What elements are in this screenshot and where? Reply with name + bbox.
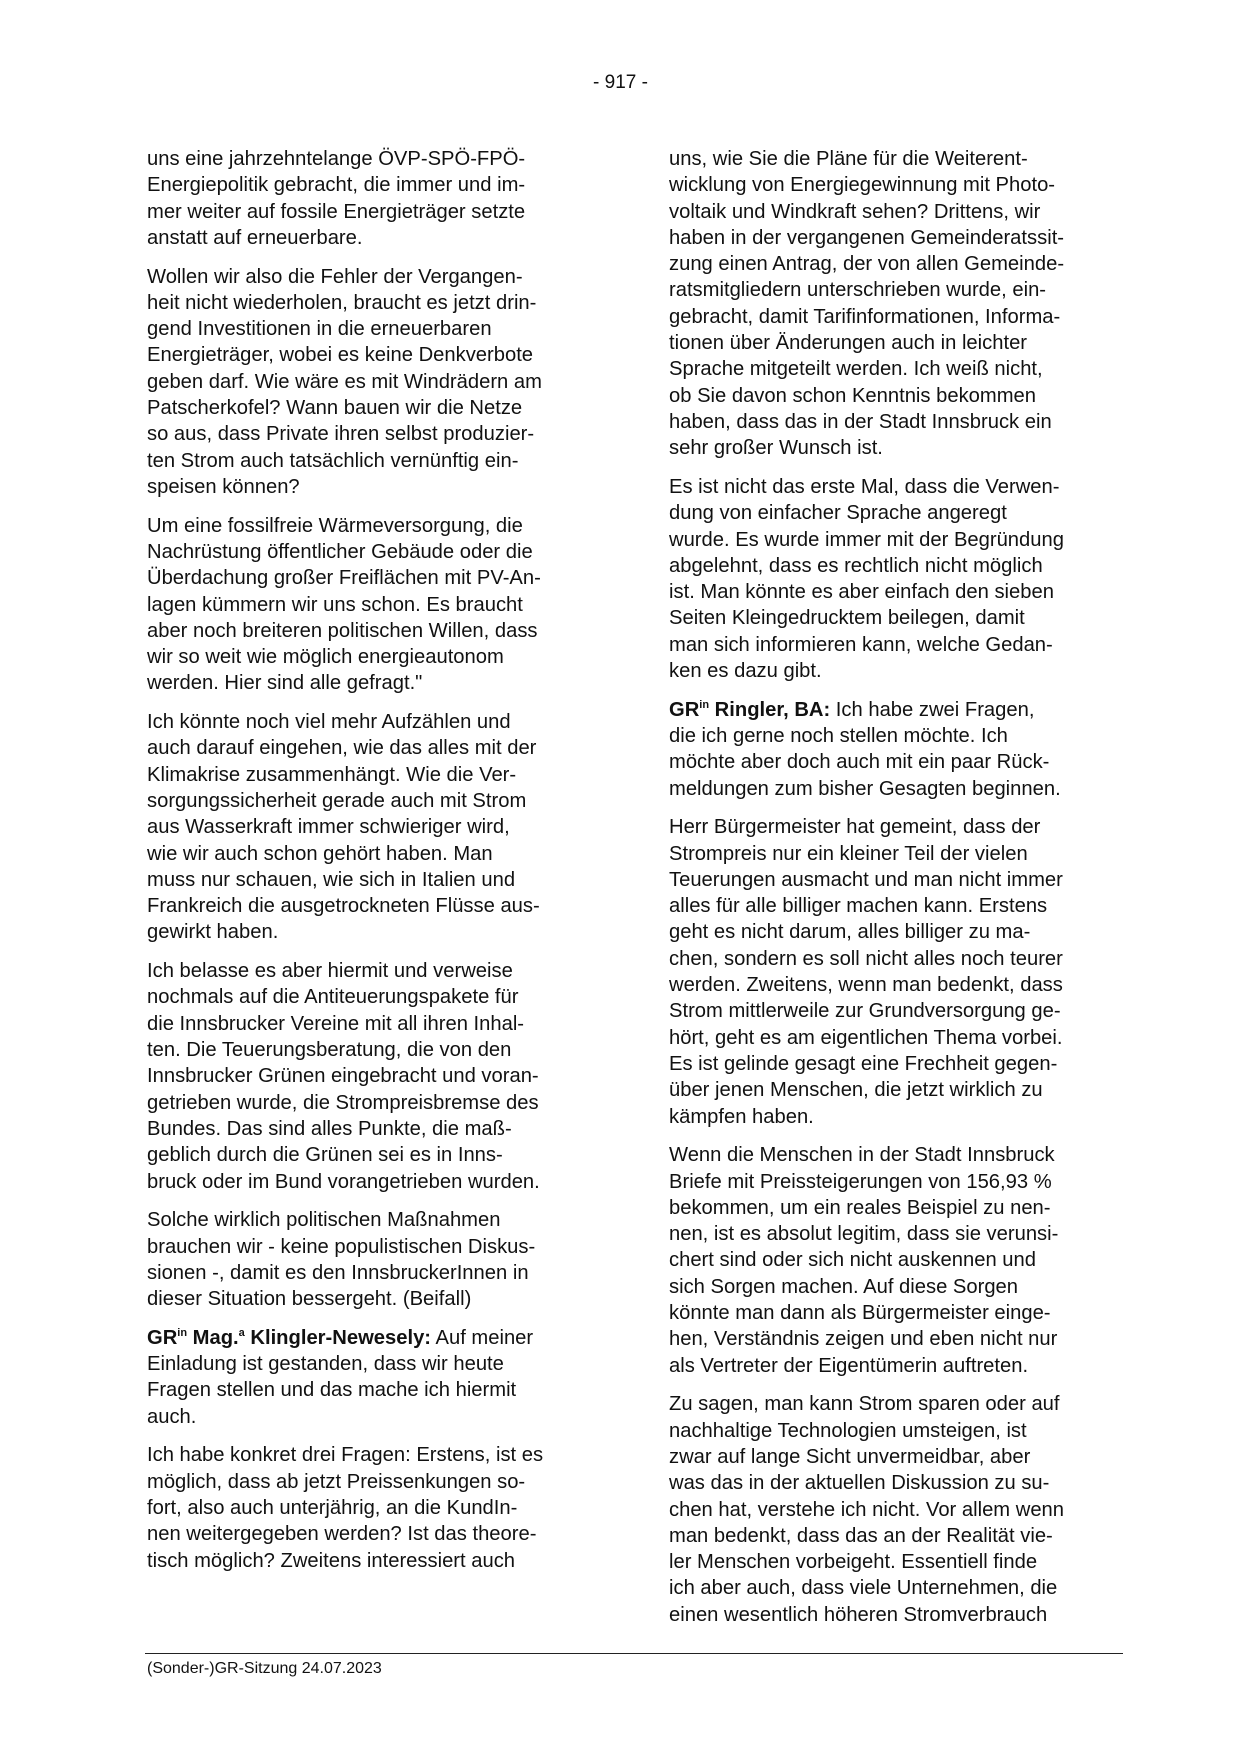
text-line: auch. — [147, 1405, 197, 1428]
right-column — [669, 146, 1121, 1640]
text-line: man bedenkt, dass das an der Realität vie- — [669, 1524, 1053, 1547]
text-line: man sich informieren kann, welche Gedan- — [669, 633, 1053, 656]
text-line: als Vertreter der Eigentümerin auftreten. — [669, 1354, 1029, 1377]
text-line: Wollen wir also die Fehler der Vergangen- — [147, 265, 523, 288]
text-line: Ich habe konkret drei Fragen: Erstens, ist es — [147, 1444, 544, 1467]
speaker-text — [147, 1353, 516, 1428]
text-line: werden. Zweitens, wenn man bedenkt, dass — [669, 974, 1063, 997]
text-line: gend Investitionen in die erneuerbaren — [147, 318, 492, 341]
text-line: gewirkt haben. — [147, 921, 279, 944]
text-line: anstatt auf erneuerbare. — [147, 226, 363, 249]
text-line: meldungen zum bisher Gesagten beginnen. — [669, 777, 1061, 800]
paragraph — [147, 264, 599, 501]
text-line: kämpfen haben. — [669, 1105, 814, 1128]
text-line: haben in der vergangenen Gemeinderatssit- — [669, 226, 1065, 249]
text-line: hört, geht es am eigentlichen Thema vorbei. — [669, 1026, 1063, 1049]
text-line: ten Strom auch tatsächlich vernünftig ein- — [147, 449, 519, 472]
text-line: mer weiter auf fossile Energieträger setzte — [147, 200, 526, 223]
text-line: auch darauf eingehen, wie das alles mit der — [147, 737, 537, 760]
paragraph — [669, 474, 1121, 684]
text-line: Energiepolitik gebracht, die immer und im- — [147, 174, 526, 197]
text-line: sionen -, damit es den InnsbruckerInnen in — [147, 1261, 529, 1284]
text-line: gebracht, damit Tarifinformationen, Informa- — [669, 305, 1061, 328]
text-line: chen, sondern es soll nicht alles noch teurer — [669, 947, 1063, 970]
text-line: Briefe mit Preissteigerungen von 156,93 % — [669, 1170, 1052, 1193]
paragraph — [147, 1207, 599, 1312]
text-line: Es ist nicht das erste Mal, dass die Verwen- — [669, 475, 1060, 498]
text-line: nen, ist es absolut legitim, dass sie verunsi- — [669, 1223, 1059, 1246]
text-line: Ich könnte noch viel mehr Aufzählen und — [147, 711, 511, 734]
text-line: lagen kümmern wir uns schon. Es braucht — [147, 593, 523, 616]
text-line: die ich gerne noch stellen möchte. Ich — [669, 725, 1008, 748]
text-line: Herr Bürgermeister hat gemeint, dass der — [669, 816, 1041, 839]
footer-text: (Sonder-)GR-Sitzung 24.07.2023 — [147, 1660, 382, 1677]
paragraph — [669, 146, 1121, 462]
text-line: haben, dass das in der Stadt Innsbruck ein — [669, 410, 1052, 433]
text-line: fort, also auch unterjährig, an die KundIn- — [147, 1496, 518, 1519]
text-line: heit nicht wiederholen, braucht es jetzt drin- — [147, 291, 537, 314]
text-line: über jenen Menschen, die jetzt wirklich zu — [669, 1079, 1043, 1102]
text-line: Strompreis nur ein kleiner Teil der vielen — [669, 842, 1028, 865]
text-line: muss nur schauen, wie sich in Italien und — [147, 868, 516, 891]
text-line: Strom mittlerweile zur Grundversorgung ge- — [669, 1000, 1061, 1023]
text-line: Zu sagen, man kann Strom sparen oder auf — [669, 1393, 1060, 1416]
text-line: sich Sorgen machen. Auf diese Sorgen — [669, 1275, 1019, 1298]
text-line: nen weitergegeben werden? Ist das theore- — [147, 1523, 537, 1546]
text-line: möglich, dass ab jetzt Preissenkungen so- — [147, 1470, 526, 1493]
text-line: Ich belasse es aber hiermit und verweise — [147, 960, 513, 983]
text-line: aber noch breiteren politischen Willen, dass — [147, 619, 538, 642]
text-line: Nachrüstung öffentlicher Gebäude oder die — [147, 540, 533, 563]
text-line: nochmals auf die Antiteuerungspakete für — [147, 986, 519, 1009]
text-line: geblich durch die Grünen sei es in Inns- — [147, 1144, 503, 1167]
text-line: zwar auf lange Sicht unvermeidbar, aber — [669, 1445, 1031, 1468]
left-column — [147, 146, 599, 1586]
speaker-paragraph: $GR^{in}$ Mag.$^a$ Klingler-Newesely: Auf meiner Einladung ist gestanden, dass wir heute Fragen stellen und das mache ich hiermit auch. — [147, 1326, 534, 1428]
text-line: brauchen wir - keine populistischen Diskus- — [147, 1235, 536, 1258]
text-line: so aus, dass Private ihren selbst produzier- — [147, 423, 535, 446]
text-line: sorgungssicherheit gerade auch mit Strom — [147, 790, 527, 812]
text-line: ten. Die Teuerungsberatung, die von den — [147, 1039, 512, 1062]
text-line: chen hat, verstehe ich nicht. Vor allem wenn — [669, 1498, 1064, 1521]
paragraph — [147, 146, 599, 251]
text-line: Seiten Kleingedrucktem beilegen, damit — [669, 607, 1025, 630]
text-line: nachhaltige Technologien umsteigen, ist — [669, 1419, 1027, 1442]
speaker-name: $GR^{in}$ Ringler, BA: — [669, 698, 831, 721]
text-line: alles für alle billiger machen kann. Erstens — [669, 895, 1048, 918]
text-line: zung einen Antrag, der von allen Gemeinde- — [669, 253, 1065, 276]
text-line: getrieben wurde, die Strompreisbremse des — [147, 1091, 539, 1114]
text-line: Sprache mitgeteilt werden. Ich weiß nicht, — [669, 358, 1043, 381]
text-line: aus Wasserkraft immer schwieriger wird, — [147, 816, 510, 839]
text-line: Fragen stellen und das mache ich hiermit — [147, 1379, 517, 1402]
text-line: Teuerungen ausmacht und man nicht immer — [669, 868, 1063, 891]
text-line: könnte man dann als Bürgermeister einge- — [669, 1302, 1051, 1325]
text-line: tisch möglich? Zweitens interessiert auch — [147, 1549, 516, 1572]
text-line: geben darf. Wie wäre es mit Windrädern am — [147, 370, 542, 393]
text-line: bruck oder im Bund vorangetrieben wurden. — [147, 1170, 540, 1193]
text-line: wie wir auch schon gehört haben. Man — [147, 842, 493, 865]
text-line: uns eine jahrzehntelange ÖVP-SPÖ-FPÖ- — [147, 148, 526, 170]
text-line: Innsbrucker Grünen eingebracht und voran- — [147, 1065, 539, 1088]
text-line: möchte aber doch auch mit ein paar Rück- — [669, 751, 1050, 774]
text-line: geht es nicht darum, alles billiger zu ma- — [669, 921, 1031, 944]
text-line: ratsmitgliedern unterschrieben wurde, ein- — [669, 279, 1047, 302]
paragraph — [147, 958, 599, 1195]
text-line: Klimakrise zusammenhängt. Wie die Ver- — [147, 763, 517, 786]
text-line: was das in der aktuellen Diskussion zu su- — [669, 1472, 1050, 1495]
text-line: ken es dazu gibt. — [669, 660, 822, 683]
text-line: sehr großer Wunsch ist. — [669, 437, 883, 460]
text-line: speisen können? — [147, 475, 300, 498]
text-line: die Innsbrucker Vereine mit all ihren Inhal- — [147, 1012, 525, 1035]
footer-divider — [145, 1653, 1123, 1654]
text-line: dieser Situation bessergeht. (Beifall) — [147, 1288, 472, 1311]
text-line: dung von einfacher Sprache angeregt — [669, 502, 1007, 525]
text-line: Um eine fossilfreie Wärmeversorgung, die — [147, 514, 523, 537]
speaker-paragraph: $GR^{in}$ Ringler, BA: Ich habe zwei Fragen, die ich gerne noch stellen möchte. Ich möchte aber doch auch mit ein paar Rück- meldungen zum bisher Gesagten beginnen. — [669, 698, 1061, 800]
text-line: Frankreich die ausgetrockneten Flüsse aus- — [147, 895, 540, 918]
text-line: wurde. Es wurde immer mit der Begründung — [669, 528, 1064, 551]
text-line: Bundes. Das sind alles Punkte, die maß- — [147, 1117, 512, 1140]
text-line: Solche wirklich politischen Maßnahmen — [147, 1209, 501, 1232]
text-line: chert sind oder sich nicht auskennen und — [669, 1249, 1036, 1272]
paragraph — [147, 1442, 599, 1573]
text-line: ler Menschen vorbeigeht. Essentiell finde — [669, 1551, 1038, 1574]
text-line: Patscherkofel? Wann bauen wir die Netze — [147, 397, 523, 420]
text-line: tionen über Änderungen auch in leichter — [669, 332, 1028, 355]
paragraph — [669, 814, 1121, 1130]
text-line: ist. Man könnte es aber einfach den sieben — [669, 581, 1054, 604]
text-line: hen, Verständnis zeigen und eben nicht nur — [669, 1328, 1058, 1351]
paragraph — [147, 709, 599, 946]
page-number: - 917 - — [593, 72, 648, 93]
text-line: bekommen, um ein reales Beispiel zu nen- — [669, 1196, 1051, 1219]
text-line: uns, wie Sie die Pläne für die Weiterent- — [669, 148, 1028, 170]
text-line: abgelehnt, dass es rechtlich nicht möglich — [669, 554, 1043, 577]
text-line: voltaik und Windkraft sehen? Drittens, wir — [669, 200, 1041, 223]
text-line: Es ist gelinde gesagt eine Frechheit gegen- — [669, 1052, 1058, 1075]
text-line: Einladung ist gestanden, dass wir heute — [147, 1353, 504, 1376]
text-line: einen wesentlich höheren Stromverbrauch — [669, 1603, 1048, 1626]
text-line: wicklung von Energiegewinnung mit Photo- — [669, 174, 1056, 197]
speaker-text — [669, 725, 1061, 800]
paragraph — [147, 513, 599, 697]
text-line: wir so weit wie möglich energieautonom — [147, 646, 504, 669]
speaker-name: $GR^{in}$ Mag.$^a$ Klingler-Newesely: — [147, 1326, 432, 1349]
text-line: ob Sie davon schon Kenntnis bekommen — [669, 384, 1036, 407]
paragraph — [669, 1142, 1121, 1379]
paragraph — [669, 1391, 1121, 1628]
text-line: werden. Hier sind alle gefragt." — [147, 672, 423, 695]
text-line: ich aber auch, dass viele Unternehmen, die — [669, 1577, 1058, 1600]
text-line: Energieträger, wobei es keine Denkverbote — [147, 344, 534, 367]
text-line: Wenn die Menschen in der Stadt Innsbruck — [669, 1144, 1055, 1167]
text-line: Überdachung großer Freiflächen mit PV-An- — [147, 567, 541, 590]
